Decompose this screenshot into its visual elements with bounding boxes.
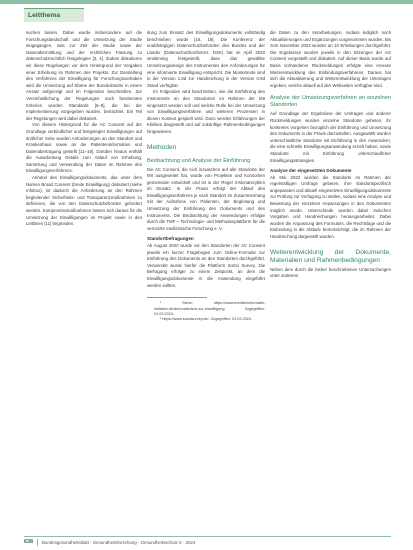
paragraph: Ab Mai 2022 wurden die Standorte im Rahmen der regelmäßigen Umfrage gebeten, ihre standortspezifisch angepassten und aktuell eingesetzten Einwilligungsdokumente zur Prüfung zur Verfügung zu stellen, sodass eine Analyse und Bewertung der einzelnen Anpassungen in den Dokumenten möglich wurde. Unterschiede wurden dabei zwischen Vorgaben und Handreichungen herausgearbeitet. Dabei wurden die Anpassung des Formulars, die Rechtslage und die Einbindung in die Abläufe berücksichtigt, die im Rahmen der Handreichung dargestellt wurden.: [270, 174, 391, 240]
analysis-subheading: Analyse der Umsetzungsverfahren an einzelnen Standorten: [270, 95, 391, 109]
paragraph: Im Folgenden wird beschrieben, wie die Einführung des Instruments an den Standorten im Rahmen der MII eingesetzt werden soll und welche Rolle bei der Umsetzung von Einwilligungsverfahren und weiteren Prozessen in diesen Kontext gespielt wird. Dazu werden Erfahrungen der Kliniken dargestellt und auf zukünftige Rahmenbedingungen hingewiesen.: [147, 89, 265, 134]
methods-heading: Methoden: [147, 143, 177, 151]
paragraph: dung zum Einsatz des Einwilligungsdokuments vollständig beschrieben wurde [16, 19]. Die Konferenz der unabhängigen Datenschutzbehörden des Bundes und der Länder (Datenschutzkonferenz, DSK) hat im April 2020 einstimmig festgestellt, dass das gewählte Umsetzungsdesign des Instrumentes den Anforderungen für eine informierte Einwilligung entspricht. Die Mustertexte sind in der Version 1.6d zur Handreichung in der Version 0.9d Stand verfügbar.: [147, 30, 265, 88]
paragraph: Auf Grundlage der Ergebnisse der Umfragen und anderer Rückmeldungen wurden einzelne Standorte gebeten, ihr konkretes Vorgehen bezüglich der Einführung und Umsetzung des Dokuments in der Praxis darzustellen. Ausgewählt wurden unterschiedliche Standorte mit Einführung in den Anwendern, die eine schnelle Einwilligungsanwendung erzielt haben, sowie Standorte mit Einführung unterschiedlicher Einwilligungsstrategien.: [270, 111, 391, 163]
paragraph: Anhand des Einwilligungsdokuments, das unter dem Namen Broad Consent (breite Einwilligung) diskutiert (siehe Infobox), ist dadurch die Anforderung an den Rahmen begleitender Sicherheits- und Transparenzmaßnahmen zu definieren, die von den Datenschutzbehörden gefordert werden. Kompromissmaßnahmen lassen sich daraus für die Umsetzung der Einwilligungen im Projekt sowie in den Leitlinien [11] begründen.: [26, 175, 142, 227]
journal-name: Bundesgesundheitsblatt - Gesundheitsforschung - Gesundheitsschutz 6 · 2024: [42, 540, 196, 545]
paragraph: Neben dem durch die bisher beschriebenen Untersuchungen unter anderem: [270, 266, 391, 279]
page-number: 638: [24, 539, 33, 545]
footer-rule: [24, 536, 391, 537]
paragraph: suchen lassen. Dabei wurde insbesondere auf die Forschungslandschaft und die Umsetzung der Studie eingegangen, was zur Zeit der Studie sowie der Datenübermittlung und der rechtlichen Fassung zu datenschutzrechtlich festgelegten [3, 4]. Zudem diskutieren wir diese Regelungen vor dem Hintergrund der Vorgaben einer Erhebung im Rahmen des Projekts. Zur Darstellung des Verfahrens der Einwilligung für Forschungsvorhaben wird die Umsetzung auf Ebene der Bundesländer in einem Ansatz aufgezeigt und im Folgenden beschrieben. Zur Vereinheitlichung der Regelungen nach bestimmten Kriterien wurden Standards [6–8], die bei der Implementierung vorgegeben wurden, betrachtet. Ein Teil der Regelungen wird dabei diskutiert.: [26, 30, 142, 121]
methods-subheading: Beobachtung und Analyse der Einführung: [147, 157, 251, 164]
page-footer: [0, 532, 413, 550]
text-column-2: [147, 30, 265, 323]
text-column-3: [270, 30, 391, 280]
paragraph: die Daten zu den Verarbeitungen, sodass lediglich noch Aktualisierungen und Ergänzungen vorgenommen wurden. Bis zum November 2022 wurden an 10 Erhebungen durchgeführt. Die Ergebnisse wurden jeweils in den Sitzungen der AG Consent vorgestellt und diskutiert. Auf dieser Basis wurde auf Basis vorhandener Rückmeldungen erfolgte eine erneute Weiterentwicklung des Einbindungsverfahrens. Daraus hat sich die Aktualisierung und Weiterentwicklung der Unterlagen ergeben, welche aktuell auf den Webseiten verfügbar sind.: [270, 30, 391, 88]
top-accent-bar: [0, 0, 413, 4]
footnote: ² https://www.soscisurvey.de/. Zugegriffen: 01.03.2024.: [160, 317, 253, 322]
development-heading: Weiterentwicklung der Dokumente, Materialien und Rahmenbedingungen: [270, 248, 391, 264]
paragraph: Ab August 2020 wurde vor den Standorten der AC Consent jeweils ein kurzer Fragebogen zum Online-Formular zur Einführung des Dokuments an den Standorten durchgeführt. Verwendet wurde hierfür die Plattform SoSci Survey. Die Befragung erfolgte zu einem Zeitpunkt, an dem die Einwilligungsdokumente in die Anwendung eingeführt werden sollten.: [147, 243, 265, 288]
footnote: ¹ Siehe: https://www.medizininformatik-initiative.de/de/mustertext-zur-einwilligung. Zugegriffen: 01.03.2024.: [154, 301, 265, 316]
footnote-rule: [147, 297, 207, 298]
survey-subheading: Standortbefragungen: [147, 236, 194, 242]
documents-subheading: Analyse der eingesetzten Dokumente: [270, 168, 352, 174]
text-column-1: [26, 30, 142, 228]
paragraph: Die AC Consent, die sich inzwischen auf alle Standorte der MII ausgeweitet hat, wurde von Projekten und Konsortien gemeinsam entwickelt und ist in der Regel 3-Monatszyklen im Einsatz. In der Praxis erfolgt der Ablauf des Einwilligungsverfahrens je nach Standort im Zusammenhang mit der Aufnahme von Patienten, der Begleitung und Umsetzung der Einführung des Dokuments und des Instruments. Die Beobachtung der Anwendungen erfolgte durch die TMF – Technologie- und Methodenplattform für die vernetzte medizinische Forschung e. V.: [147, 166, 265, 231]
paragraph: Von diesem Hintergrund für die AC Consent auf der Grundlage verbindlicher und festgelegter Einwilligungen auf ärztlicher Seite wurden Anforderungen an den Standort und Krankenhaus sowie an die Patienteninformation und Datenübertragung gestellt [11–19]. Darüber hinaus enthält die Ausarbeitung Details zum Ablauf von Erhebung, Sammlung und Verwendung der Daten im Rahmen des Einwilligungsverfahrens.: [26, 122, 142, 174]
footer-separator: [37, 539, 38, 546]
section-label: Leitthema: [24, 8, 84, 22]
